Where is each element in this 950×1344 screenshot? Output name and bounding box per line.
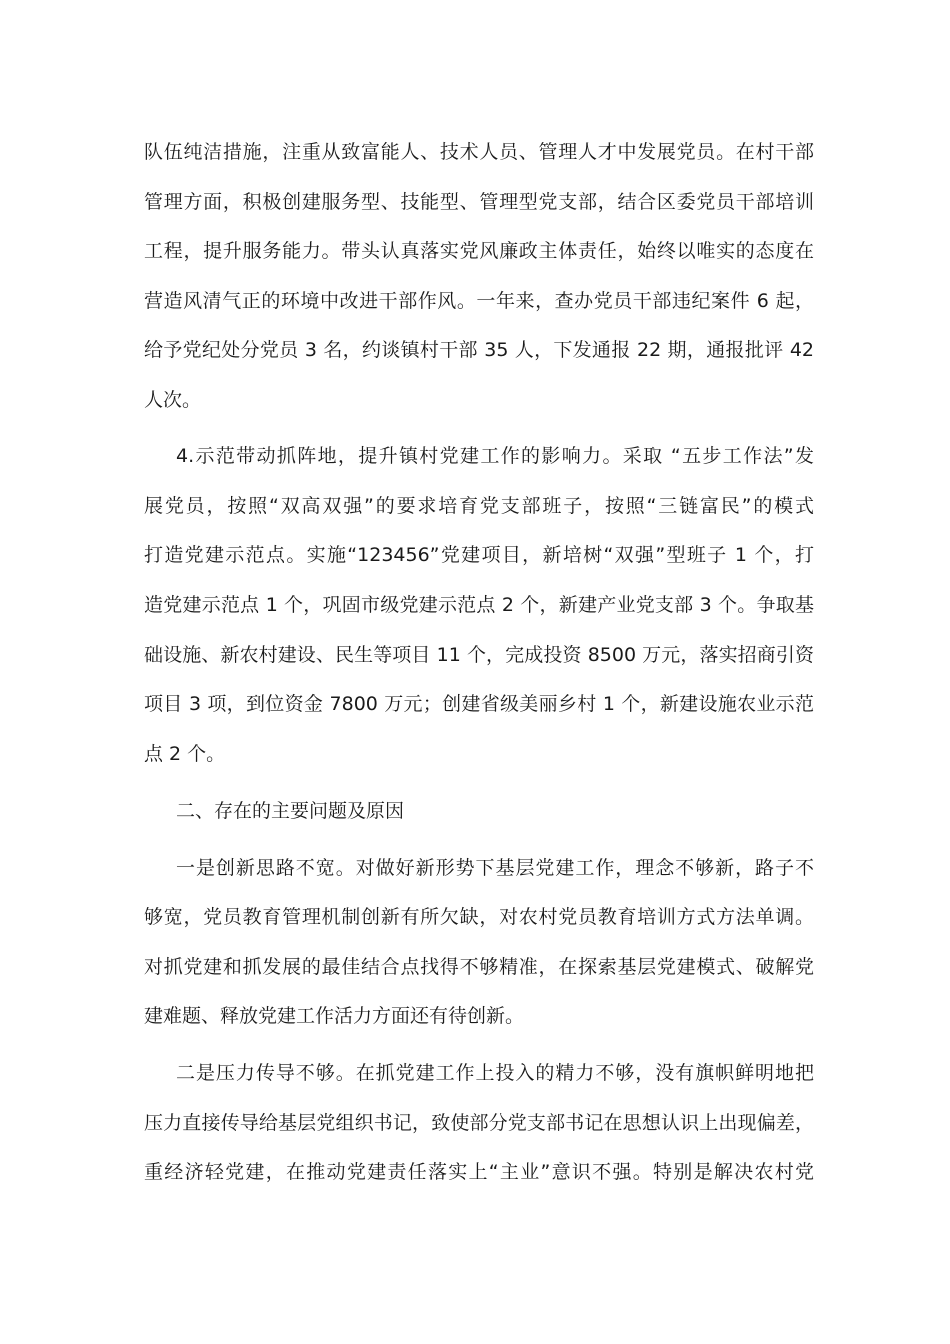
text-line: 管理方面，积极创建服务型、技能型、管理型党支部，结合区委党员干部培训 xyxy=(144,191,814,213)
text-line: 队伍纯洁措施，注重从致富能人、技术人员、管理人才中发展党员。在村干部 xyxy=(144,141,814,163)
text-line: 造党建示范点 1 个，巩固市级党建示范点 2 个，新建产业党支部 3 个。争取基 xyxy=(144,594,814,616)
text-line: 展党员，按照“双高双强”的要求培育党支部班子，按照“三链富民”的模式 xyxy=(144,495,814,517)
text-line: 打造党建示范点。实施“123456”党建项目，新培树“双强”型班子 1 个，打 xyxy=(144,544,814,566)
text-line: 工程，提升服务能力。带头认真落实党风廉政主体责任，始终以唯实的态度在 xyxy=(144,240,814,262)
text-line: 对抓党建和抓发展的最佳结合点找得不够精准，在探索基层党建模式、破解党 xyxy=(144,956,814,978)
section-heading: 二、存在的主要问题及原因 xyxy=(176,800,405,822)
text-line: 项目 3 项，到位资金 7800 万元；创建省级美丽乡村 1 个，新建设施农业示范 xyxy=(144,693,814,715)
text-line: 建难题、释放党建工作活力方面还有待创新。 xyxy=(144,1005,525,1027)
text-line: 够宽，党员教育管理机制创新有所欠缺，对农村党员教育培训方式方法单调。 xyxy=(144,906,814,928)
text-line: 二是压力传导不够。在抓党建工作上投入的精力不够，没有旗帜鲜明地把 xyxy=(176,1062,814,1084)
text-line: 一是创新思路不宽。对做好新形势下基层党建工作，理念不够新，路子不 xyxy=(176,857,814,879)
text-line: 重经济轻党建，在推动党建责任落实上“主业”意识不强。特别是解决农村党 xyxy=(144,1161,814,1183)
text-line: 给予党纪处分党员 3 名，约谈镇村干部 35 人，下发通报 22 期，通报批评 42 xyxy=(144,339,814,361)
text-line: 人次。 xyxy=(144,389,202,411)
text-line: 4.示范带动抓阵地，提升镇村党建工作的影响力。采取 “五步工作法”发 xyxy=(176,445,814,467)
text-line: 点 2 个。 xyxy=(144,743,226,765)
text-line: 压力直接传导给基层党组织书记，致使部分党支部书记在思想认识上出现偏差， xyxy=(144,1112,814,1134)
text-line: 础设施、新农村建设、民生等项目 11 个，完成投资 8500 万元，落实招商引资 xyxy=(144,644,814,666)
text-line: 营造风清气正的环境中改进干部作风。一年来，查办党员干部违纪案件 6 起， xyxy=(144,290,814,312)
